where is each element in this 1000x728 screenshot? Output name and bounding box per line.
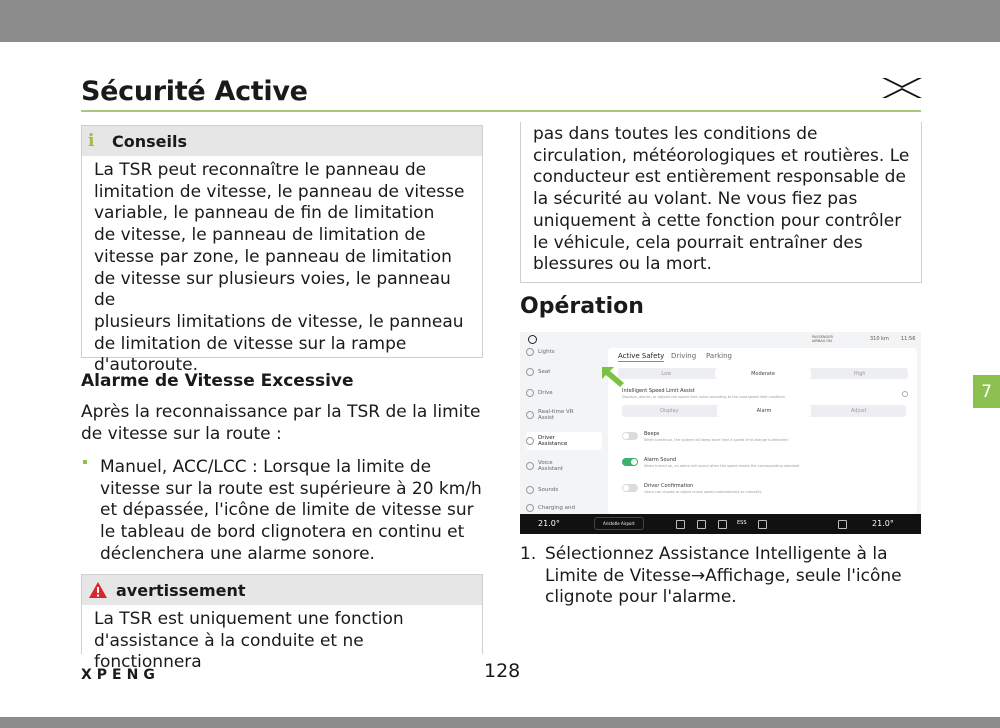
tab-active-safety[interactable]: Active Safety (618, 352, 665, 360)
vehicle-settings-screenshot (520, 332, 921, 534)
tips-box (81, 125, 483, 376)
warning-line: blessures ou la mort. (533, 254, 712, 275)
tips-text (82, 156, 482, 377)
sidebar-item-label: Drive (538, 390, 553, 396)
warning-line: le véhicule, cela pourrait entraîner des (533, 232, 863, 253)
alarm-bullet-line: le tableau de bord clignotera en continu et (100, 522, 465, 543)
tips-line: La TSR peut reconnaître le panneau de (94, 160, 427, 180)
screen-main-panel (608, 348, 917, 514)
sidebar-item-label: Driver Assistance (538, 435, 568, 447)
tips-heading: Conseils (112, 131, 187, 151)
sidebar-item-label: Sounds (538, 487, 559, 493)
screen-sidebar (520, 346, 606, 514)
beeps-description: When turned on, the system will beep each time a speed limit change is detected (644, 438, 788, 442)
range-readout: 310 km (870, 336, 889, 342)
lights-icon (526, 348, 534, 356)
sidebar-item-label: Voice Assistant (538, 460, 564, 472)
info-icon: i (88, 131, 95, 151)
beeps-toggle[interactable] (622, 432, 638, 440)
sidebar-item-label: Real-time VR Assist (538, 409, 574, 421)
isla-mode-adjust[interactable]: Adjust (850, 408, 867, 414)
sidebar-item-charging[interactable] (526, 504, 602, 512)
sidebar-item-drive[interactable] (526, 389, 602, 397)
tips-line: de limitation de vitesse sur la rampe (94, 333, 407, 354)
page-title: Sécurité Active (81, 76, 308, 107)
alarm-bullet-line: et dépassée, l'icône de limite de vitesse sur (100, 500, 474, 521)
airbag-status: PASSENGER AIRBAG ON (812, 335, 833, 343)
alarm-sound-toggle[interactable] (622, 458, 638, 466)
alarm-intro-line: Après la reconnaissance par la TSR de la limite (81, 402, 481, 422)
sidebar-item-voice[interactable] (526, 460, 576, 472)
car-icon[interactable] (697, 520, 706, 529)
temp-left-readout[interactable]: 21.0° (538, 519, 560, 528)
sensitivity-option[interactable]: High (853, 370, 866, 377)
sidebar-item-vr-assist[interactable] (526, 409, 576, 421)
tips-header (82, 126, 482, 156)
alarm-heading: Alarme de Vitesse Excessive (81, 371, 354, 391)
alarm-sound-label: Alarm Sound (644, 457, 677, 463)
media-track[interactable]: Aristotle Airport (594, 517, 644, 530)
isla-mode-selector[interactable] (622, 405, 906, 417)
top-bar (0, 0, 1000, 42)
sidebar-item-label: Lights (538, 349, 555, 355)
warning-line: La TSR est uniquement une fonction (94, 609, 404, 629)
sidebar-item-seat[interactable] (526, 368, 602, 376)
step-line: Sélectionnez Assistance Intelligente à la (545, 544, 888, 564)
highlight-arrow-icon (600, 364, 630, 388)
tab-parking[interactable]: Parking (706, 352, 732, 360)
alarm-sound-description: When turned on, an alarm will sound when the speed meets the corresponding standard (644, 464, 800, 468)
bullet-marker (83, 460, 87, 464)
tab-driving[interactable]: Driving (671, 352, 697, 360)
vr-assist-icon (526, 411, 534, 419)
warning-text-left (82, 605, 482, 674)
warning-text-right (521, 122, 921, 276)
tips-line: d'autoroute. (94, 355, 199, 376)
screen-dock (520, 514, 921, 534)
tips-line: de vitesse sur plusieurs voies, le panneau de (94, 268, 451, 311)
driver-assistance-icon (526, 437, 534, 445)
warning-line: la sécurité au volant. Ne vous fiez pas (533, 189, 858, 210)
warning-line: d'assistance à la conduite et ne fonctionnera (94, 630, 364, 673)
sensitivity-selector[interactable] (618, 368, 908, 379)
alarm-bullet-line: déclenchera une alarme sonore. (100, 543, 375, 564)
bottom-bar (0, 717, 1000, 728)
tips-line: de vitesse, le panneau de limitation de (94, 225, 426, 246)
beeps-label: Beeps (644, 431, 660, 437)
page-number: 128 (484, 660, 521, 682)
isla-mode-display[interactable]: Display (660, 408, 679, 414)
xpeng-logo-icon (880, 76, 924, 100)
voice-icon (526, 462, 534, 470)
driver-confirmation-toggle[interactable] (622, 484, 638, 492)
sound-icon (526, 486, 534, 494)
apps-icon[interactable] (758, 520, 767, 529)
brand-wordmark: XPENG (81, 667, 160, 683)
sidebar-item-sounds[interactable] (526, 486, 602, 494)
home-icon[interactable] (676, 520, 685, 529)
volume-icon[interactable] (838, 520, 847, 529)
warning-header (82, 575, 482, 605)
driver-confirmation-label: Driver Confirmation (644, 483, 694, 489)
seat-heat-icon[interactable] (718, 520, 727, 529)
warning-line: uniquement à cette fonction pour contrôler (533, 210, 902, 231)
ess-label[interactable]: ESS (737, 520, 747, 526)
temp-right-readout[interactable]: 21.0° (872, 519, 894, 528)
tips-line: plusieurs limitations de vitesse, le panneau (94, 311, 464, 332)
operation-heading: Opération (520, 294, 644, 319)
alarm-bullet (100, 457, 490, 566)
warning-icon (88, 581, 108, 599)
warning-line: pas dans toutes les conditions de (533, 124, 818, 144)
alarm-bullet-line: vitesse sur la route est supérieure à 20 km/h (100, 478, 482, 499)
drive-icon (526, 389, 534, 397)
step-number: 1. (520, 544, 537, 564)
title-divider (81, 110, 921, 112)
screen-status-bar (520, 332, 921, 346)
alarm-intro (81, 402, 491, 445)
warning-continuation-box (520, 122, 922, 283)
screen-logo-icon (528, 335, 537, 344)
isla-info-icon[interactable] (902, 391, 908, 397)
sidebar-item-label: Seat (538, 369, 551, 375)
tips-line: variable, le panneau de fin de limitation (94, 203, 435, 224)
sensitivity-option[interactable]: Moderate (715, 368, 812, 379)
warning-heading: avertissement (116, 580, 246, 600)
step-line: Limite de Vitesse→Affichage, seule l'icône (545, 565, 902, 586)
driver-confirmation-description: Users can choose to adjust cruise speed automatically or manually (644, 490, 762, 494)
isla-title: Intelligent Speed Limit Assist (622, 388, 695, 394)
isla-mode-alarm[interactable]: Alarm (717, 405, 812, 417)
sidebar-item-lights[interactable] (526, 348, 602, 356)
clock-readout: 11:56 (901, 336, 916, 342)
sidebar-item-label: Charging and (538, 505, 575, 511)
sensitivity-option[interactable]: Low (661, 370, 672, 377)
alarm-intro-line: de vitesse sur la route : (81, 423, 282, 444)
warning-box (81, 574, 483, 673)
step-line: clignote pour l'alarme. (545, 587, 737, 608)
seat-icon (526, 368, 534, 376)
warning-line: circulation, météorologiques et routières. Le (533, 145, 910, 166)
tips-line: limitation de vitesse, le panneau de vitesse (94, 181, 465, 202)
charging-icon (526, 504, 534, 512)
sidebar-item-driver-assistance[interactable] (526, 432, 602, 450)
tips-line: vitesse par zone, le panneau de limitation (94, 246, 452, 267)
warning-line: conducteur est entièrement responsable de (533, 167, 906, 188)
chapter-tab[interactable]: 7 (973, 375, 1000, 408)
alarm-bullet-line: Manuel, ACC/LCC : Lorsque la limite de (100, 457, 432, 477)
isla-description: Displays, alarms, or adjusts the speed limit value according to the road speed limit condition (622, 395, 785, 399)
step-text (545, 544, 921, 609)
